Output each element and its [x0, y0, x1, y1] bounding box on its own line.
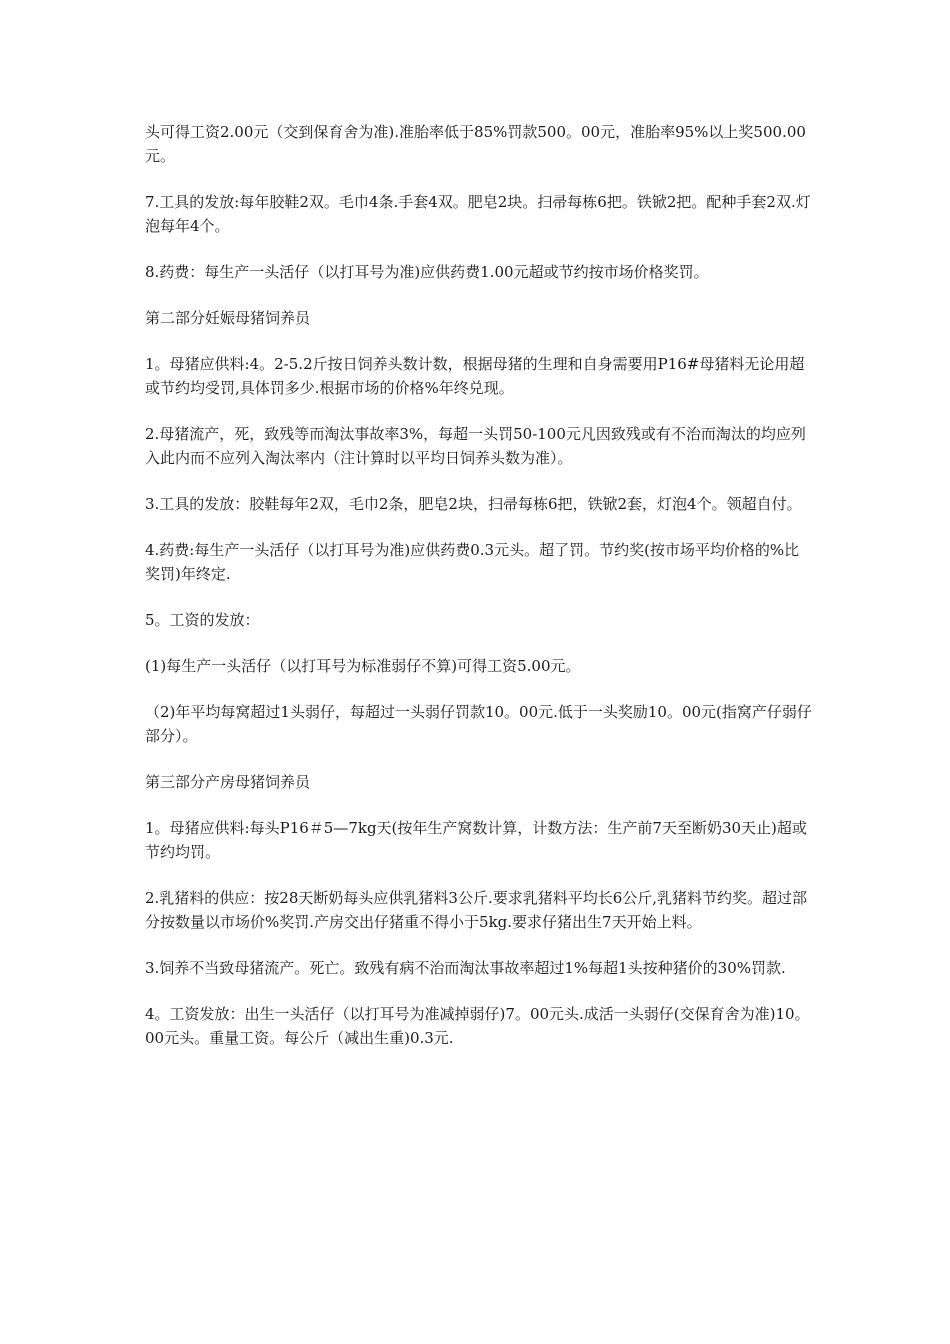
- paragraph-piglet-feed: 2.乳猪料的供应：按28天断奶每头应供乳猪料3公斤.要求乳猪料平均长6公斤,乳猪料节约奖。超过部分按数量以市场价%奖罚.产房交出仔猪重不得小于5kg.要求仔猪出生7天开始上料。: [145, 889, 808, 931]
- document-body: [145, 120, 813, 1072]
- paragraph-tools-distribution: 7.工具的发放:每年胶鞋2双。毛巾4条.手套4双。肥皂2块。扫帚每栋6把。铁锨2把。配种手套2双.灯泡每年4个。: [145, 193, 811, 235]
- paragraph-salary-pregnancy-rate: 头可得工资2.00元（交到保育舍为准).准胎率低于85%罚款500。00元，准胎率95%以上奖500.00元。: [145, 123, 806, 165]
- paragraph-sow-feed: 1。母猪应供料:4。2-5.2斤按日饲养头数计数，根据母猪的生理和自身需要用P16#母猪料无论用超或节约均受罚,具体罚多少.根据市场的价格%年终兑现。: [145, 355, 805, 397]
- section-heading-part-three: 第三部分产房母猪饲养员: [145, 773, 311, 791]
- paragraph-salary-item-1: (1)每生产一头活仔（以打耳号为标准弱仔不算)可得工资5.00元。: [145, 657, 581, 675]
- paragraph-improper-feeding: 3.饲养不当致母猪流产。死亡。致残有病不治而淘汰事故率超过1%每超1头按种猪价的30%罚款.: [145, 959, 786, 977]
- paragraph-medicine-part-two: 4.药费:每生产一头活仔（以打耳号为准)应供药费0.3元头。超了罚。节约奖(按市场平均价格的%比奖罚)年终定.: [145, 541, 800, 583]
- paragraph-medicine-fee: 8.药费：每生产一头活仔（以打耳号为准)应供药费1.00元超或节约按市场价格奖罚。: [145, 263, 709, 281]
- section-heading-part-two: 第二部分妊娠母猪饲养员: [145, 309, 311, 327]
- paragraph-salary-part-three: 4。工资发放：出生一头活仔（以打耳号为准减掉弱仔)7。00元头.成活一头弱仔(交保育舍为准)10。00元头。重量工资。每公斤（减出生重)0.3元.: [145, 1005, 810, 1047]
- paragraph-salary-item-2: （2)年平均每窝超过1头弱仔，每超过一头弱仔罚款10。00元.低于一头奖励10。00元(指窝产仔弱仔部分）。: [145, 703, 812, 745]
- paragraph-farrowing-sow-feed: 1。母猪应供料:每头P16＃5—7kg天(按年生产窝数计算，计数方法：生产前7天至断奶30天止)超或节约均罚。: [145, 819, 807, 861]
- paragraph-sow-abortion-rate: 2.母猪流产，死，致残等而淘汰事故率3%，每超一头罚50-100元凡因致残或有不治而淘汰的均应列入此内而不应列入淘汰率内（注计算时以平均日饲养头数为准）。: [145, 425, 806, 467]
- paragraph-tools-part-two: 3.工具的发放：胶鞋每年2双，毛巾2条，肥皂2块，扫帚每栋6把，铁锨2套，灯泡4个。领超自付。: [145, 495, 802, 513]
- paragraph-salary-heading: 5。工资的发放：: [145, 611, 260, 629]
